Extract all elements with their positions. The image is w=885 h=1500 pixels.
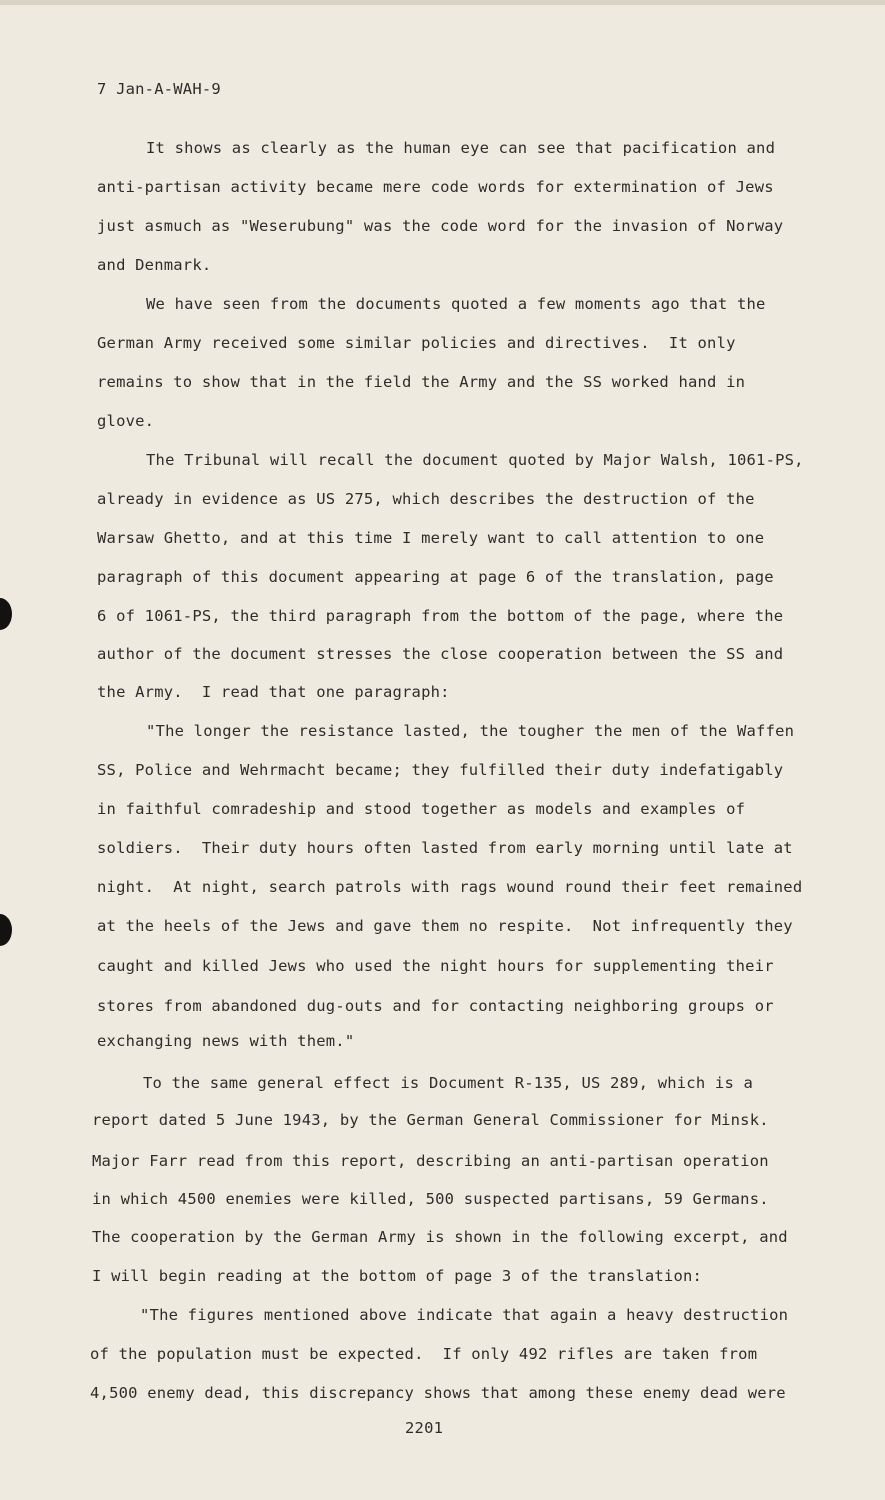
quote-line: of the population must be expected. If only 492 rifles are taken from xyxy=(90,1345,758,1363)
text-line: and Denmark. xyxy=(97,256,212,274)
text-line: The Tribunal will recall the document quoted by Major Walsh, 1061-PS, xyxy=(146,451,804,469)
quote-line: "The figures mentioned above indicate that again a heavy destruction xyxy=(140,1306,789,1324)
document-header: 7 Jan-A-WAH-9 xyxy=(97,80,221,98)
text-line: the Army. I read that one paragraph: xyxy=(97,683,450,701)
page-top-edge xyxy=(0,0,885,5)
quote-line: at the heels of the Jews and gave them no respite. Not infrequently they xyxy=(97,917,793,935)
text-line: glove. xyxy=(97,412,155,430)
quote-line: soldiers. Their duty hours often lasted from early morning until late at xyxy=(97,839,793,857)
text-line: I will begin reading at the bottom of page 3 of the translation: xyxy=(92,1267,703,1285)
text-line: author of the document stresses the close cooperation between the SS and xyxy=(97,645,784,663)
text-line: To the same general effect is Document R-135, US 289, which is a xyxy=(143,1074,754,1092)
text-line: The cooperation by the German Army is shown in the following excerpt, and xyxy=(92,1228,788,1246)
text-line: just asmuch as "Weserubung" was the code word for the invasion of Norway xyxy=(97,217,784,235)
quote-line: SS, Police and Wehrmacht became; they fulfilled their duty indefatigably xyxy=(97,761,784,779)
text-line: report dated 5 June 1943, by the German General Commissioner for Minsk. xyxy=(92,1111,769,1129)
punch-hole-lower xyxy=(0,914,12,946)
punch-hole-upper xyxy=(0,598,12,630)
text-line: anti-partisan activity became mere code words for extermination of Jews xyxy=(97,178,774,196)
page-number: 2201 xyxy=(405,1419,444,1437)
quote-line: night. At night, search patrols with rags wound round their feet remained xyxy=(97,878,803,896)
text-line: already in evidence as US 275, which describes the destruction of the xyxy=(97,490,755,508)
text-line: We have seen from the documents quoted a few moments ago that the xyxy=(146,295,766,313)
text-line: Major Farr read from this report, describing an anti-partisan operation xyxy=(92,1152,769,1170)
quote-line: "The longer the resistance lasted, the tougher the men of the Waffen xyxy=(146,722,795,740)
text-line: in which 4500 enemies were killed, 500 suspected partisans, 59 Germans. xyxy=(92,1190,769,1208)
text-line: Warsaw Ghetto, and at this time I merely want to call attention to one xyxy=(97,529,765,547)
quote-line: stores from abandoned dug-outs and for contacting neighboring groups or xyxy=(97,997,774,1015)
text-line: paragraph of this document appearing at page 6 of the translation, page xyxy=(97,568,774,586)
text-line: 6 of 1061-PS, the third paragraph from the bottom of the page, where the xyxy=(97,607,784,625)
text-line: remains to show that in the field the Army and the SS worked hand in xyxy=(97,373,746,391)
quote-line: exchanging news with them." xyxy=(97,1032,355,1050)
text-line: German Army received some similar policies and directives. It only xyxy=(97,334,736,352)
quote-line: 4,500 enemy dead, this discrepancy shows that among these enemy dead were xyxy=(90,1384,786,1402)
text-line: It shows as clearly as the human eye can see that pacification and xyxy=(146,139,776,157)
quote-line: in faithful comradeship and stood together as models and examples of xyxy=(97,800,746,818)
quote-line: caught and killed Jews who used the night hours for supplementing their xyxy=(97,957,774,975)
